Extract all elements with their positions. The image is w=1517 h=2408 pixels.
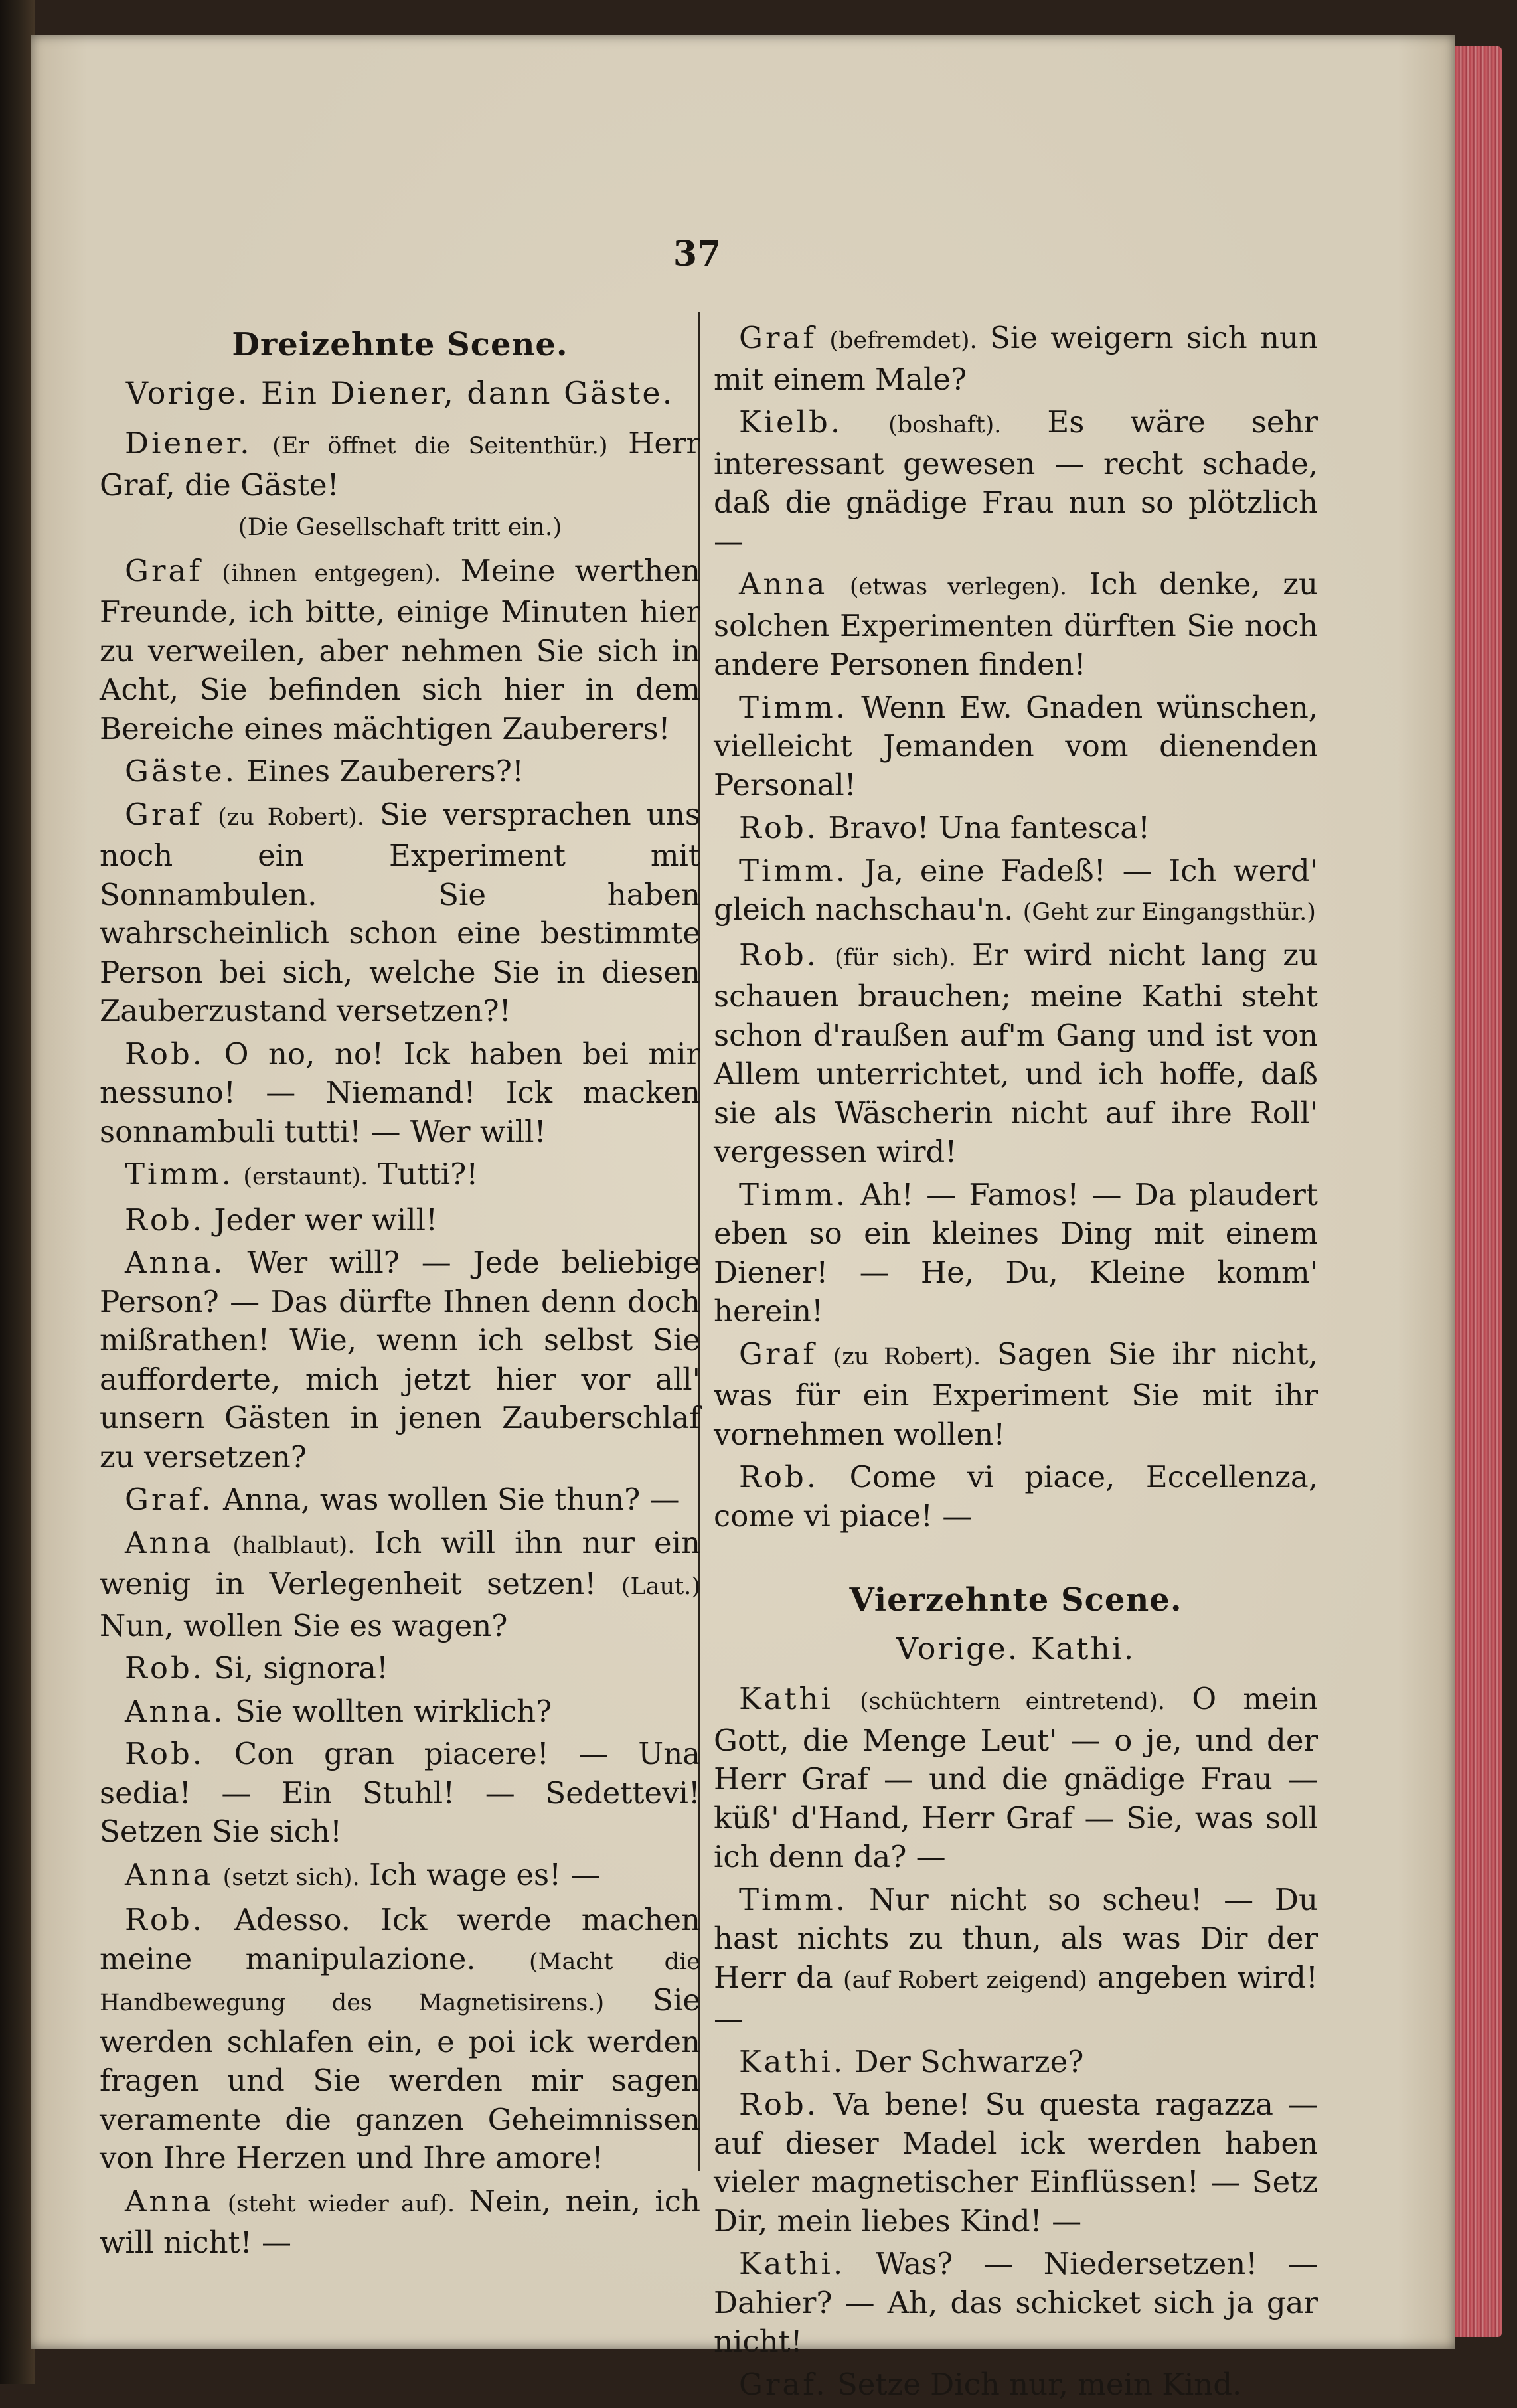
stage-direction: (zu Robert). [833, 1343, 981, 1370]
speaker-name: Graf. [739, 2366, 828, 2402]
dialogue-line [714, 2085, 1318, 2241]
dialogue-line [714, 565, 1318, 684]
speaker-name: Rob. [125, 1202, 205, 1238]
dialogue-line [100, 795, 700, 1031]
dialogue-text: Er wird nicht lang zu schauen brauchen; meine Kathi steht schon d'raußen auf'm Gang und ist von Allem unterrichtet, und ich hoffe, daß sie als Wäscherin nicht auf ihre Roll' vergessen wird! [714, 937, 1318, 1169]
dialogue-line [714, 809, 1318, 848]
stage-direction: (befremdet). [829, 327, 977, 354]
speaker-name: Rob. [739, 810, 819, 845]
dialogue-text: Was? — Niedersetzen! — Dahier? — Ah, das schicket sich ja gar nicht! [714, 2246, 1318, 2359]
dialogue-text: Adesso. Ick werde machen meine manipulazione. [100, 1902, 700, 1976]
stage-direction: (Er öffnet die Seitenthür.) [272, 433, 608, 459]
dialogue-text: Sie wollten wirklich? [234, 1693, 552, 1729]
dialogue-text: Bravo! Una fantesca! [828, 810, 1151, 845]
dialogue-text: Ah! — Famos! — Da plaudert eben so ein kleines Ding mit einem Diener! — He, Du, Kleine komm' herein! [714, 1176, 1318, 1328]
dialogue-line [100, 752, 700, 791]
dialogue-text: Ja, eine Fadeß! — Ich werd' gleich nachschau'n. [714, 852, 1318, 927]
dialogue-line [714, 936, 1318, 1172]
speaker-name: Diener. [125, 426, 252, 461]
dialogue-line [100, 1735, 700, 1852]
dialogue-line [100, 552, 700, 749]
dialogue-text: Meine werthen Freunde, ich bitte, einige Minuten hier zu verweilen, aber nehmen Sie sich in Acht, Sie befinden sich hier in dem Bereiche eines mächtigen Zauberers! [100, 552, 700, 746]
dialogue-text: Ich wage es! — [369, 1856, 601, 1892]
speaker-name: Anna [125, 2183, 214, 2219]
dialogue-text: Nein, nein, ich will nicht! — [100, 2183, 700, 2260]
dialogue-text: Es wäre sehr interessant gewesen — recht schade, daß die gnädige Frau nun so plötzlich — [714, 404, 1318, 559]
left-column [100, 319, 700, 2267]
speaker-name: Anna. [125, 1245, 226, 1280]
dialogue-line [714, 852, 1318, 932]
dialogue-text: Anna, was wollen Sie thun? — [222, 1482, 680, 1517]
scene-gap [714, 1540, 1318, 1574]
dialogue-line [714, 403, 1318, 561]
dialogue-line [714, 2245, 1318, 2362]
dialogue-text: Nur nicht so scheu! — Du hast nichts zu thun, als was Dir der Herr da [714, 1882, 1318, 1995]
speaker-name: Anna [739, 566, 828, 602]
speaker-name: Rob. [125, 1650, 205, 1686]
speaker-name: Kathi. [739, 2246, 846, 2281]
dialogue-line [714, 1458, 1318, 1536]
speaker-name: Rob. [739, 2087, 819, 2122]
dialogue-line [714, 1680, 1318, 1877]
dialogue-text: Jeder wer will! [214, 1202, 438, 1238]
dialogue-line [100, 1649, 700, 1688]
right-column [714, 319, 1318, 2408]
dialogue-line [100, 1692, 700, 1731]
page-number: 37 [673, 234, 722, 274]
speaker-name: Anna. [125, 1693, 226, 1729]
speaker-name: Rob. [125, 1902, 205, 1937]
dialogue-text: Ich denke, zu solchen Experimenten dürften Sie noch andere Personen finden! [714, 566, 1318, 682]
stage-direction: (Die Gesellschaft tritt ein.) [238, 514, 562, 541]
stage-direction: (schüchtern eintretend). [860, 1688, 1166, 1715]
dialogue-text: Va bene! Su questa ragazza — auf dieser Madel ick werden haben vieler magnetischer Einflüssen! — Setz Dir, mein liebes Kind! — [714, 2087, 1318, 2239]
page-edges [1455, 46, 1502, 2337]
dialogue-text: Ich will ihn nur ein wenig in Verlegenheit setzen! [100, 1524, 700, 1601]
stage-direction: (ihnen entgegen). [222, 560, 441, 587]
scene-heading: Dreizehnte Scene. [232, 326, 568, 363]
dialogue-text: Come vi piace, Eccellenza, come vi piace! — [714, 1459, 1318, 1534]
dialogue-line [714, 319, 1318, 399]
stage-direction: (halblaut). [232, 1532, 355, 1559]
stage-direction: (erstaunt). [243, 1164, 368, 1190]
cast-list: Vorige. Ein Diener, dann Gäste. [125, 374, 675, 411]
speaker-name: Timm. [739, 689, 848, 725]
dialogue-text: Eines Zauberers?! [246, 754, 524, 789]
dialogue-line [100, 1856, 700, 1897]
dialogue-text: Wenn Ew. Gnaden wünschen, vielleicht Jemanden vom dienenden Personal! [714, 689, 1318, 803]
dialogue-text: Sagen Sie ihr nicht, was für ein Experiment Sie mit ihr vornehmen wollen! [714, 1336, 1318, 1452]
speaker-name: Rob. [125, 1736, 205, 1771]
dialogue-text: Sie werden schlafen ein, e poi ick werden fragen und Sie werden mir sagen veramente die ganzen Geheimnissen von Ihre Herzen und Ihre amore! [100, 1982, 700, 2176]
dialogue-text: Herr Graf, die Gäste! [100, 426, 700, 503]
speaker-name: Graf [125, 552, 202, 588]
stage-direction: (zu Robert). [218, 803, 364, 831]
dialogue-text: O mein Gott, die Menge Leut' — o je, und der Herr Graf — und die gnädige Frau — küß' d'Hand, Herr Graf — Sie, was soll ich denn da? — [714, 1681, 1318, 1874]
dialogue-line [100, 424, 700, 505]
scene-heading: Vierzehnte Scene. [849, 1581, 1182, 1619]
speaker-name: Rob. [739, 1459, 819, 1494]
dialogue-text: Setze Dich nur, mein Kind. [837, 2366, 1242, 2402]
stage-direction: (etwas verlegen). [849, 574, 1068, 600]
stage-direction: (setzt sich). [222, 1864, 360, 1891]
dialogue-line [100, 2182, 700, 2263]
dialogue-line [100, 1035, 700, 1152]
speaker-name: Graf [739, 320, 817, 355]
book-spine [0, 0, 35, 2384]
dialogue-text: angeben wird! — [714, 1959, 1318, 2036]
dialogue-line [714, 1335, 1318, 1455]
dialogue-line [100, 1524, 700, 1646]
speaker-name: Timm. [739, 1176, 848, 1212]
stage-direction: (Geht zur Eingangsthür.) [1022, 899, 1316, 925]
speaker-name: Timm. [739, 852, 848, 888]
speaker-name: Kielb. [739, 404, 843, 440]
dialogue-line [100, 1901, 700, 2178]
speaker-name: Timm. [739, 1882, 848, 1917]
speaker-name: Graf [125, 796, 202, 832]
speaker-name: Graf [739, 1336, 817, 1372]
dialogue-text: Nun, wollen Sie es wagen? [100, 1607, 508, 1643]
dialogue-line [714, 2366, 1318, 2405]
speaker-name: Rob. [125, 1036, 205, 1072]
stage-direction: (steht wieder auf). [227, 2190, 455, 2217]
dialogue-line [714, 1176, 1318, 1331]
dialogue-text: Sie weigern sich nun mit einem Male? [714, 320, 1318, 397]
stage-direction: (boshaft). [888, 412, 1002, 438]
speaker-name: Rob. [739, 937, 819, 973]
dialogue-line [100, 1201, 700, 1240]
speaker-name: Kathi. [739, 2044, 846, 2079]
dialogue-line [100, 1155, 700, 1197]
dialogue-text: Si, signora! [214, 1650, 389, 1686]
dialogue-text: Sie versprachen uns noch ein Experiment mit Sonnambulen. Sie haben wahrscheinlich schon eine bestimmte Person bei sich, welche Sie in diesen Zauberzustand versetzen?! [100, 796, 700, 1028]
speaker-name: Anna [125, 1856, 214, 1892]
speaker-name: Timm. [125, 1157, 234, 1192]
dialogue-line [100, 1481, 700, 1520]
dialogue-text: Der Schwarze? [854, 2044, 1084, 2079]
dialogue-line [100, 1244, 700, 1477]
dialogue-line [714, 1881, 1318, 2039]
stage-direction: (Macht die Handbewegung des Magnetisirens.) [100, 1948, 700, 2016]
dialogue-line [714, 2043, 1318, 2082]
dialogue-text: Con gran piacere! — Una sedia! — Ein Stuhl! — Sedettevi! Setzen Sie sich! [100, 1736, 701, 1849]
stage-direction: (Laut.) [621, 1573, 700, 1600]
speaker-name: Gäste. [125, 754, 237, 789]
cast-list: Vorige. Kathi. [896, 1630, 1136, 1666]
speaker-name: Anna [125, 1524, 214, 1560]
speaker-name: Graf. [125, 1482, 214, 1517]
dialogue-line [714, 688, 1318, 805]
dialogue-text: Tutti?! [377, 1157, 479, 1192]
speaker-name: Kathi [739, 1681, 833, 1716]
dialogue-text: Wer will? — Jede beliebige Person? — Das dürfte Ihnen denn doch mißrathen! Wie, wenn ich selbst Sie aufforderte, mich jetzt hier vor all' unsern Gästen in jenen Zauberschlaf zu versetzen? [100, 1245, 701, 1475]
stage-direction: (auf Robert zeigend) [843, 1967, 1087, 1994]
dialogue-text: O no, no! Ick haben bei mir nessuno! — Niemand! Ick macken sonnambuli tutti! — Wer will! [100, 1036, 700, 1149]
stage-direction: (für sich). [835, 944, 956, 971]
